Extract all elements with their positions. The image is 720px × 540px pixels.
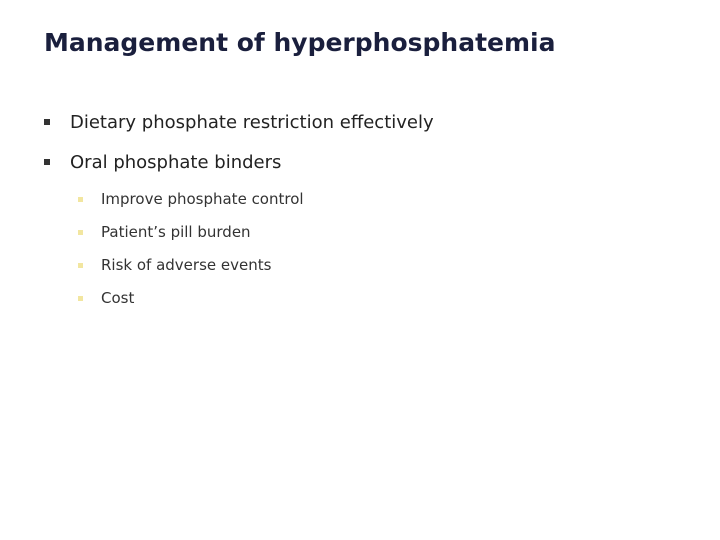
sub-bullet-phosphate-control (78, 188, 684, 210)
sub-bullet-group (44, 188, 684, 309)
sub-bullet-text: Patient’s pill burden (101, 223, 251, 241)
sub-bullet-list (78, 188, 684, 309)
bullet-oral-binders (44, 148, 684, 176)
bullet-list (44, 108, 684, 320)
square-bullet-icon (78, 197, 83, 202)
square-bullet-icon (78, 263, 83, 268)
square-bullet-icon (78, 230, 83, 235)
square-bullet-icon (78, 296, 83, 301)
bullet-text: Oral phosphate binders (70, 151, 282, 173)
bullet-text: Dietary phosphate restriction effectively (70, 111, 434, 133)
square-bullet-icon (44, 119, 50, 125)
sub-bullet-pill-burden (78, 221, 684, 243)
sub-bullet-adverse-events (78, 254, 684, 276)
square-bullet-icon (44, 159, 50, 165)
slide-title: Management of hyperphosphatemia (44, 28, 556, 57)
sub-bullet-text: Risk of adverse events (101, 256, 272, 274)
sub-bullet-text: Cost (101, 289, 135, 307)
sub-bullet-cost (78, 287, 684, 309)
sub-bullet-text: Improve phosphate control (101, 190, 304, 208)
bullet-dietary-restriction (44, 108, 684, 136)
